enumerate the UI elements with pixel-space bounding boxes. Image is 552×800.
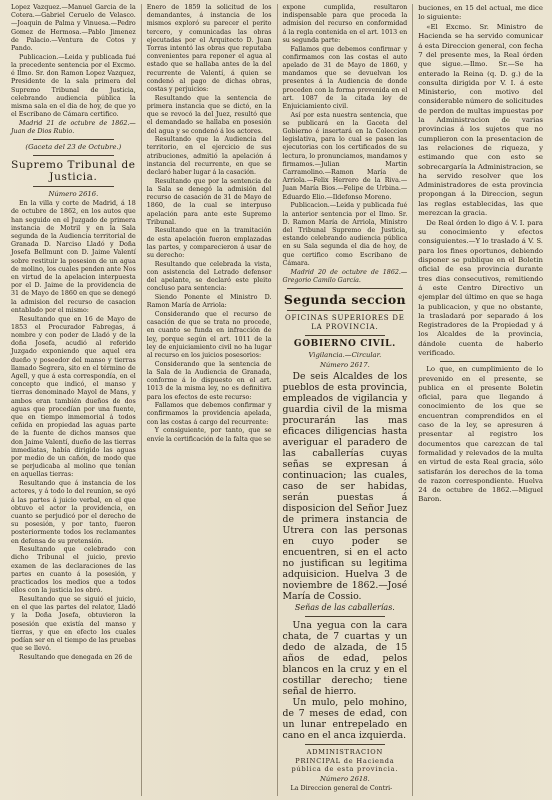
royal-order-paragraph: «El Excmo. Sr. Ministro de Hacienda se ha servido comunicar á esta Direccion general, con fecha 7 del presente mes, la Real órden que sigue.—Ilmo. Sr.—Se ha enterado la Reina (q. D. g.) de la consulta dirigida por V. I. á este Ministerio, con motivo del considerable número de solicitudes de perdon de multas impuestas por la Administracion de varias provincias á los sujetos que no cumplieron con la presentacion de las relaciones de riqueza, y estimando que con esto se sobrecargaría la Administracion, se ha servido resolver que los Administradores de esta provincia propongan á la Direccion, segun las reglas establecidas, las que merezcan la gracia. xyxy=(418,23,543,218)
body-paragraph: Considerando que el recurso de casación de que se trata no procede, en cuanto se funda en infracción de ley, porque según el art. 1011 de la ley de enjuiciamiento civil no ha lugar al recurso en los juicios posesorios: xyxy=(146,311,272,360)
body-paragraph: Lo que, en cumplimiento de lo prevenido en el presente, se publica en el presente Boletin oficial, para que llegando á conocimiento de los que se encuentran comprendidos en el caso de la ley, se apresuren á presentar al registro los documentos que carezcan de tal formalidad y relevados de la multa en virtud de esta Real gracia, sólo satisfarán los derechos de la toma de razon correspondiente. Huelva 24 de octubre de 1862.—Miguel Baron. xyxy=(418,365,543,504)
divider xyxy=(305,616,386,617)
column-2 xyxy=(142,4,278,796)
large-text-block xyxy=(283,620,408,742)
divider xyxy=(33,155,114,156)
administration-heading: ADMINISTRACION PRINCIPAL de Hacienda pública de esta provincia. xyxy=(291,748,399,774)
body-paragraph: Resultando que en la tramitación de esta apelación fueron emplazadas las partes, y comparecieron á usar de su derecho: xyxy=(146,227,272,260)
body-paragraph: Resultando que celebrado con dicho Tribunal el juicio, previo examen de las declaraciones de las partes en cuanto á la posesión, y practicados los medios que a todos ellos con la justicia los obró. xyxy=(11,546,136,595)
publication-paragraph: Publicacion.—Leida y publicada fué la precedente sentencia por el Excmo. é Ilmo. Sr. don Ramon Lopez Vazquez, Presidente de la sala primera del Supremo Tribunal de Justicia, celebrando audiencia pública la misma sala en el dia de hoy, de que yo el Escribano de Cámara certifico. xyxy=(11,53,136,119)
gazette-reference: (Gaceta del 23 de Octubre.) xyxy=(25,143,122,152)
animal-description: Un mulo, pelo mohino, de 7 meses de edad, con un lunar entrepelado en cano en el anca izquierda. xyxy=(282,697,408,742)
signatures-paragraph: Así por esta nuestra sentencia, que se publicará en la Gaceta del Gobierno é insertará en la Coleccion legislativa, para lo cual se pasen las ejecutorias con los certificados de su lectura, lo pronunciamos, mandamos y firmamos.—Julian Martin Carramolino.—Ramon María de Arriola.—Felix Herrero de la Riva.—Juan María Bios.—Felipe de Urbina.—Eduardo Elio.—Ildefonso Moreno. xyxy=(282,111,408,201)
body-paragraph: Resultando que en 16 de Mayo de 1853 el Procurador Fabregas, á nombre y con poder de Lladó y de la doña Josefa, acudió al referido Juzgado exponiendo que aquel era dueño y poseedor del manso y tierras llamado Segrera, sito en el término de Agell, y que á esta correspondía, en el concepto que indicó, el manso y tierras denominado Mayol de Mans, y ambos eran también dueños de dos aguas que procedían por una fuente, que en tiempo inmemorial á todos ceñida en propiedad las aguas parte de la fuente de dichos mansos que don Jaime Valentí, dueño de las tierras inmediatas, había dirigido las aguas por medio de un cañón, de modo que se perjudicaba al molino que tenían en aquellas tierras: xyxy=(11,315,136,479)
body-paragraph: Resultando que la Audiencia del territorio, en el ejercicio de sus atribuciones, admitió la apelación á instancia del recurrente, en que se declaró haber lugar á la casación. xyxy=(146,136,272,177)
section-heading: Segunda seccion xyxy=(283,291,406,307)
number-label: Número 2616. xyxy=(48,190,99,199)
number-label: Número 2618. xyxy=(319,774,370,783)
body-paragraph: Resultando que denegada en 26 de xyxy=(19,653,133,661)
circular-label: Vigilancia.—Circular. xyxy=(308,350,382,359)
body-paragraph: expone cumplida, resultaron indispensable para que proceda la admision del recurso en conformidad á la regla contenida en el art. 1013 en su segunda parte: xyxy=(282,4,408,44)
body-paragraph: Fallamos que debemos confirmar y confirmamos la providencia apelada, con las costas á cargo del recurrente: xyxy=(146,402,272,426)
ruling-paragraph: Fallamos que debemos confirmar y confirmamos con las costas el auto apelado de 31 de Mayo de 1860, y mandamos que se devuelvan los presentes á la Audiencia de donde proceden con la forma prevenida en el art. 1087 de la citada ley de Enjuiciamiento civil. xyxy=(282,45,408,110)
divider xyxy=(287,288,404,289)
column-1 xyxy=(6,4,142,796)
body-paragraph: Resultando que se siguió el juicio, en el que las partes del relator, Lladó y la Doña Josefa, obtuvieron la posesión que existía del manso y tierras, y que en efecto los cuales podían ser en el tiempo de las pruebas que se llevó. xyxy=(11,596,136,653)
body-paragraph: Y consiguiente, por tanto, que se envíe la certificación de la falta que se xyxy=(146,427,272,443)
date-signature: Madrid 20 de octubre de 1862.—Gregorio Camilo García. xyxy=(282,268,408,284)
body-paragraph: Enero de 1859 la solicitud de los demandantes, á instancia de los mismos exploró su parecer el perito tercero, y comunicadas las obras ejecutadas por el Arquitecto D. Juan Torras intentó las obras que reputaba convenientes para reponer el agua al estado que se hallaba antes de la del recurrente de Valentí, á quien se condenó al pago de dichas obras, costas y perjuicios: xyxy=(146,4,272,94)
divider xyxy=(33,139,114,140)
body-paragraph: La Direccion general de Contri- xyxy=(290,784,393,792)
divider xyxy=(440,361,521,362)
body-paragraph: Considerando que la sentencia de la Sala de la Audiencia de Granada, conforme á lo dispuesto en el art. 1013 de la misma ley, no es definitiva para los efectos de este recurso: xyxy=(146,360,272,401)
column-3 xyxy=(278,4,414,796)
divider xyxy=(305,744,386,745)
large-text-block xyxy=(283,371,408,602)
publication-paragraph: Publicacion.—Leida y publicada fué la anterior sentencia por el Ilmo. Sr. D. Ramon María de Arriola, Ministro del Tribunal Supremo de Justicia, estando celebrando audiencia pública en su Sala segunda el dia de hoy, de que certifico como Escribano de Cámara. xyxy=(282,202,408,267)
column-4 xyxy=(413,4,548,796)
senas-heading: Señas de las caballerías. xyxy=(294,602,395,612)
body-paragraph: Resultando que celebrada la vista, con asistencia del Letrado defensor del apelante, se declaró este pleito concluso para sentencia: xyxy=(146,260,272,293)
body-paragraph: Resultando que por la sentencia de la Sala se denegó la admisión del recurso de casación de 31 de Mayo de 1860, de la cual se interpuso apelación para ante este Supremo Tribunal. xyxy=(146,177,272,226)
body-paragraph: De Real órden lo digo á V. I. para su conocimiento y efectos consiguientes.—Y lo traslado á V. S. para los fines oportunos, debiendo disponer se publique en el Boletin oficial de esa provincia durante tres dias consecutivos, remitiendo á este Centro Directivo un ejemplar del último en que se haga la publicacion, y que no obstante, la trasladará por separado á los Registradores de la Propiedad y á los Alcaldes de la provincia, dándole cuenta de haberlo verificado. xyxy=(418,218,543,357)
body-paragraph: Siendo Ponente el Ministro D. Ramon María de Arriola: xyxy=(146,294,272,310)
signatories-paragraph: Lopez Vazquez.—Manuel Garcia de la Cotera.—Gabriel Ceruelo de Velasco.—Joaquin de Palma y Vinuesa.—Pedro Gomez de Hermosa.—Pablo Jimenez de Palacio.—Ventura de Cotos y Pando. xyxy=(11,4,136,53)
body-paragraph: Resultando que la sentencia de primera instancia que se dictó, en la que se revocó la del Juez, resultó que el demandado se hallaba en posesión del agua y se condenó á los actores. xyxy=(146,94,272,135)
divider xyxy=(287,310,404,311)
divider xyxy=(33,186,114,187)
divider xyxy=(305,335,386,336)
tribunal-heading: Supremo Tribunal de Justicia. xyxy=(11,159,136,184)
civil-government-heading: GOBIERNO CIVIL. xyxy=(293,338,396,349)
number-label: Número 2617. xyxy=(319,360,370,369)
animal-description: Una yegua con la cara chata, de 7 cuartas y un dedo de alzada, de 15 años de edad, pelos blancos en la cruz y en el costillar derecho; tiene señal de hierro. xyxy=(282,619,408,697)
body-paragraph: En la villa y corte de Madrid, á 18 de octubre de 1862, en los autos que han seguido en el Juzgado de primera instancia de Motril y en la Sala segunda de la Audiencia territorial de Granada D. Narciso Lladó y Doña Josefa Bellmunt con D. Jaime Valentí sobre restituir la posesion de un agua de molino, los cuales penden ante Nos en virtud de la apelacion interpuesta por el D. Jaime de la providencia de 31 de Mayo de 1860 en que se denegó la admision del recurso de casacion entablado por el mismo: xyxy=(11,200,136,314)
body-paragraph: buciones, en 15 del actual, me dice lo siguiente: xyxy=(418,4,543,22)
body-paragraph: Resultando que á instancia de los actores, y á todo lo del reuníon, se oyó á las partes á juicio verbal, en el que obtuvo el actor la providencia, en cuanto se perjudicó por el derecho de su posesión, y por tanto, fueron posteriormente todos los reclamantes en defensa de su pretensión. xyxy=(11,480,136,545)
offices-heading: OFICINAS SUPERIORES DE LA PROVINCIA. xyxy=(285,313,405,331)
date-signature: Madrid 21 de octubre de 1862.—Juan de Dios Rubio. xyxy=(11,119,136,136)
notice-paragraph: De seis Alcaldes de los pueblos de esta provincia, empleados de vigilancia y guardia civil de la misma procurarán las mas eficaces diligencias hasta averiguar el paradero de las caballerías cuyas señas se expresan á continuacion; las cuales, caso de ser habidas, serán puestas á disposicion del Señor Juez de primera instancia de Utrera con las personas en cuyo poder se encuentren, si en el acto no justifican su legitima adquisicion. Huelva 3 de noviembre de 1862.—José María de Cossio. xyxy=(282,370,408,602)
